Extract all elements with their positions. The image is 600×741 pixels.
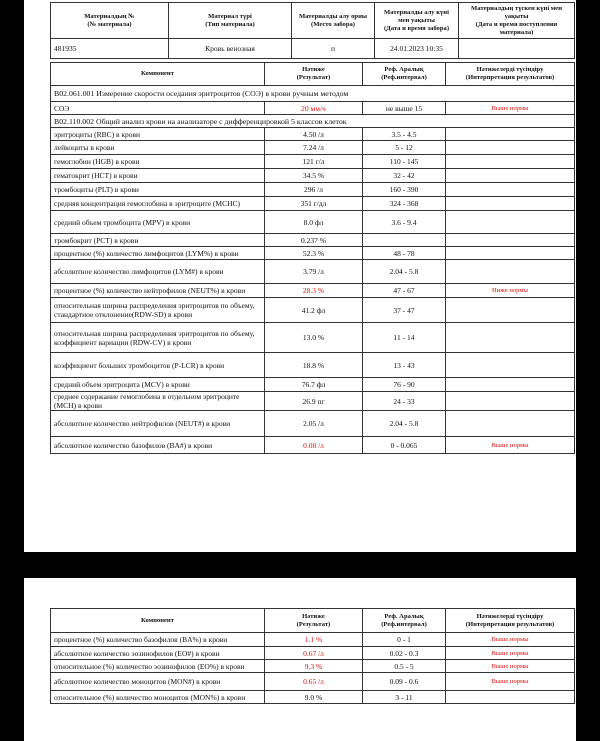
- result-value: 2.05 /л: [265, 411, 363, 437]
- header-component: Компонент: [51, 63, 265, 86]
- section-title: B02.061.001 Измерение скорости оседания эритроцитов (СОЭ) в крови ручным методом: [51, 86, 575, 102]
- interpretation: [446, 247, 575, 260]
- section-title: B02.110.002 Общий анализ крови на анализаторе с дифференцировкой 5 классов клеток: [51, 115, 575, 128]
- result-value: 41.2 фл: [265, 298, 363, 323]
- component-name: среднее содержание гемоглобина в отдельном эритроците (MCH) в крови: [51, 392, 265, 411]
- header-ref-interval: Реф. Аралық (Реф.интервал): [363, 609, 446, 633]
- component-name: гематокрит (HCT) в крови: [51, 169, 265, 183]
- interpretation: [446, 183, 575, 197]
- ref-interval: 47 - 67: [363, 284, 446, 298]
- component-name: средний объем тромбоцита (MPV) в крови: [51, 211, 265, 234]
- component-name: лейкоциты в крови: [51, 141, 265, 155]
- ref-interval: не выше 15: [363, 102, 446, 115]
- interpretation: [446, 197, 575, 211]
- interpretation: [446, 298, 575, 323]
- report-page-2: [24, 578, 576, 741]
- interpretation: [446, 323, 575, 353]
- result-row: [51, 284, 575, 298]
- result-value: 7.24 /л: [265, 141, 363, 155]
- collection-datetime: 24.01.2023 10:35: [375, 39, 459, 59]
- interpretation: [446, 691, 575, 704]
- result-row: [51, 155, 575, 169]
- ref-interval: 3.6 - 9.4: [363, 211, 446, 234]
- section-row: [51, 115, 575, 128]
- interpretation: [446, 392, 575, 411]
- result-row: [51, 660, 575, 673]
- ref-interval: 160 - 390: [363, 183, 446, 197]
- component-name: относительная ширина распределения эритроцитов по объему, стандартное отклонение(RDW-SD) в крови: [51, 298, 265, 323]
- result-value: 9.0 %: [265, 691, 363, 704]
- header-ref-interval: Реф. Аралық (Реф.интервал): [363, 63, 446, 86]
- result-value: 351 г/дл: [265, 197, 363, 211]
- ref-interval: 3.5 - 4.5: [363, 128, 446, 141]
- ref-interval: 5 - 12: [363, 141, 446, 155]
- result-row: [51, 169, 575, 183]
- interpretation: [446, 141, 575, 155]
- interpretation: Выше нормы: [446, 102, 575, 115]
- header-material-number: Материалдың № (№ материала): [51, 3, 169, 39]
- material-type: Кровь венозная: [169, 39, 292, 59]
- material-data-row: [51, 39, 575, 59]
- result-row: [51, 298, 575, 323]
- result-value: 121 г/л: [265, 155, 363, 169]
- interpretation: [446, 260, 575, 284]
- component-name: гемоглобин (HGB) в крови: [51, 155, 265, 169]
- component-name: процентное (%) количество нейтрофилов (NEUT%) в крови: [51, 284, 265, 298]
- header-received-datetime: Материалдың түскен күні мен уақыты (Дата и время поступления материала): [459, 3, 575, 39]
- interpretation: [446, 169, 575, 183]
- result-row: [51, 128, 575, 141]
- result-row: [51, 392, 575, 411]
- result-row: [51, 673, 575, 691]
- component-name: процентное (%) количество базофилов (BA%) в крови: [51, 633, 265, 647]
- result-value: 0.237 %: [265, 234, 363, 247]
- component-name: относительное (%) количество эозинофилов (EO%) в крови: [51, 660, 265, 673]
- section-row: [51, 86, 575, 102]
- result-value: 28.3 %: [265, 284, 363, 298]
- ref-interval: 3 - 11: [363, 691, 446, 704]
- material-table: [50, 2, 575, 59]
- interpretation: [446, 155, 575, 169]
- results-header-row: [51, 63, 575, 86]
- component-name: СОЭ: [51, 102, 265, 115]
- interpretation: [446, 378, 575, 392]
- component-name: тромбокрит (PCT) в крови: [51, 234, 265, 247]
- result-value: 13.0 %: [265, 323, 363, 353]
- interpretation: [446, 411, 575, 437]
- component-name: средняя концентрация гемоглобина в эритроците (MCHC): [51, 197, 265, 211]
- results-table-2: [50, 608, 575, 704]
- ref-interval: 32 - 42: [363, 169, 446, 183]
- result-row: [51, 437, 575, 454]
- result-value: 4.50 /л: [265, 128, 363, 141]
- result-row: [51, 211, 575, 234]
- result-value: 0.65 /л: [265, 673, 363, 691]
- ref-interval: 110 - 145: [363, 155, 446, 169]
- result-row: [51, 247, 575, 260]
- ref-interval: 0.02 - 0.3: [363, 647, 446, 660]
- result-row: [51, 234, 575, 247]
- ref-interval: 24 - 33: [363, 392, 446, 411]
- header-material-type: Материал түрі (Тип материала): [169, 3, 292, 39]
- result-row: [51, 197, 575, 211]
- result-row: [51, 260, 575, 284]
- result-value: 0.67 /л: [265, 647, 363, 660]
- result-value: 18.8 %: [265, 353, 363, 378]
- ref-interval: 0 - 1: [363, 633, 446, 647]
- material-number: 481935: [51, 39, 169, 59]
- interpretation: [446, 234, 575, 247]
- result-value: 0.08 /л: [265, 437, 363, 454]
- result-row: [51, 353, 575, 378]
- header-collection-place: Материалды алу орны (Место забора): [292, 3, 375, 39]
- header-component: Компонент: [51, 609, 265, 633]
- header-interpretation: Нәтижелерді түсіндіру (Интерпретация результатов): [446, 609, 575, 633]
- component-name: относительное (%) количество моноцитов (MON%) в крови: [51, 691, 265, 704]
- ref-interval: 0.09 - 0.6: [363, 673, 446, 691]
- header-result: Нәтиже (Результат): [265, 63, 363, 86]
- component-name: эритроциты (RBC) в крови: [51, 128, 265, 141]
- result-row: [51, 633, 575, 647]
- component-name: коэффициент больших тромбоцитов (P-LCR) в крови: [51, 353, 265, 378]
- ref-interval: 324 - 368: [363, 197, 446, 211]
- component-name: абсолютное количество базофилов (BA#) в крови: [51, 437, 265, 454]
- component-name: абсолютное количество нейтрофилов (NEUT#) в крови: [51, 411, 265, 437]
- ref-interval: 76 - 90: [363, 378, 446, 392]
- ref-interval: 0.5 - 5: [363, 660, 446, 673]
- result-value: 34.5 %: [265, 169, 363, 183]
- result-row: [51, 691, 575, 704]
- result-value: 296 /л: [265, 183, 363, 197]
- ref-interval: [363, 234, 446, 247]
- ref-interval: 2.04 - 5.8: [363, 260, 446, 284]
- results-table-1: [50, 62, 575, 454]
- result-row: [51, 378, 575, 392]
- ref-interval: 13 - 43: [363, 353, 446, 378]
- result-value: 76.7 фл: [265, 378, 363, 392]
- header-collection-datetime: Материалды алу күні мен уақыты (Дата и время забора): [375, 3, 459, 39]
- ref-interval: 37 - 47: [363, 298, 446, 323]
- result-value: 1.1 %: [265, 633, 363, 647]
- interpretation: Выше нормы: [446, 660, 575, 673]
- result-value: 52.3 %: [265, 247, 363, 260]
- result-value: 9.3 %: [265, 660, 363, 673]
- interpretation: Выше нормы: [446, 647, 575, 660]
- interpretation: [446, 353, 575, 378]
- interpretation: Выше нормы: [446, 437, 575, 454]
- component-name: относительная ширина распределения эритроцитов по объему, коэффициент вариации (RDW-CV) в крови: [51, 323, 265, 353]
- result-value: 8.0 фл: [265, 211, 363, 234]
- ref-interval: 48 - 78: [363, 247, 446, 260]
- result-row: [51, 647, 575, 660]
- header-result: Нәтиже (Результат): [265, 609, 363, 633]
- result-row: [51, 411, 575, 437]
- interpretation: Выше нормы: [446, 673, 575, 691]
- result-value: 3.79 /л: [265, 260, 363, 284]
- ref-interval: 2.04 - 5.8: [363, 411, 446, 437]
- interpretation: Выше нормы: [446, 633, 575, 647]
- material-header-row: [51, 3, 575, 39]
- result-row: [51, 323, 575, 353]
- component-name: процентное (%) количество лимфоцитов (LYM%) в крови: [51, 247, 265, 260]
- received-datetime: [459, 39, 575, 59]
- result-value: 26.9 пг: [265, 392, 363, 411]
- interpretation: Ниже нормы: [446, 284, 575, 298]
- results-header-row: [51, 609, 575, 633]
- interpretation: [446, 128, 575, 141]
- result-row: [51, 102, 575, 115]
- component-name: средний объем эритроцита (MCV) в крови: [51, 378, 265, 392]
- component-name: абсолютное количество лимфоцитов (LYM#) в крови: [51, 260, 265, 284]
- component-name: абсолютное количество эозинофилов (EO#) в крови: [51, 647, 265, 660]
- component-name: тромбоциты (PLT) в крови: [51, 183, 265, 197]
- interpretation: [446, 211, 575, 234]
- ref-interval: 11 - 14: [363, 323, 446, 353]
- report-page-1: [24, 0, 576, 552]
- result-row: [51, 183, 575, 197]
- ref-interval: 0 - 0.065: [363, 437, 446, 454]
- result-value: 20 мм/ч: [265, 102, 363, 115]
- collection-place: п: [292, 39, 375, 59]
- component-name: абсолютное количество моноцитов (MON#) в крови: [51, 673, 265, 691]
- header-interpretation: Нәтижелерді түсіндіру (Интерпретация результатов): [446, 63, 575, 86]
- result-row: [51, 141, 575, 155]
